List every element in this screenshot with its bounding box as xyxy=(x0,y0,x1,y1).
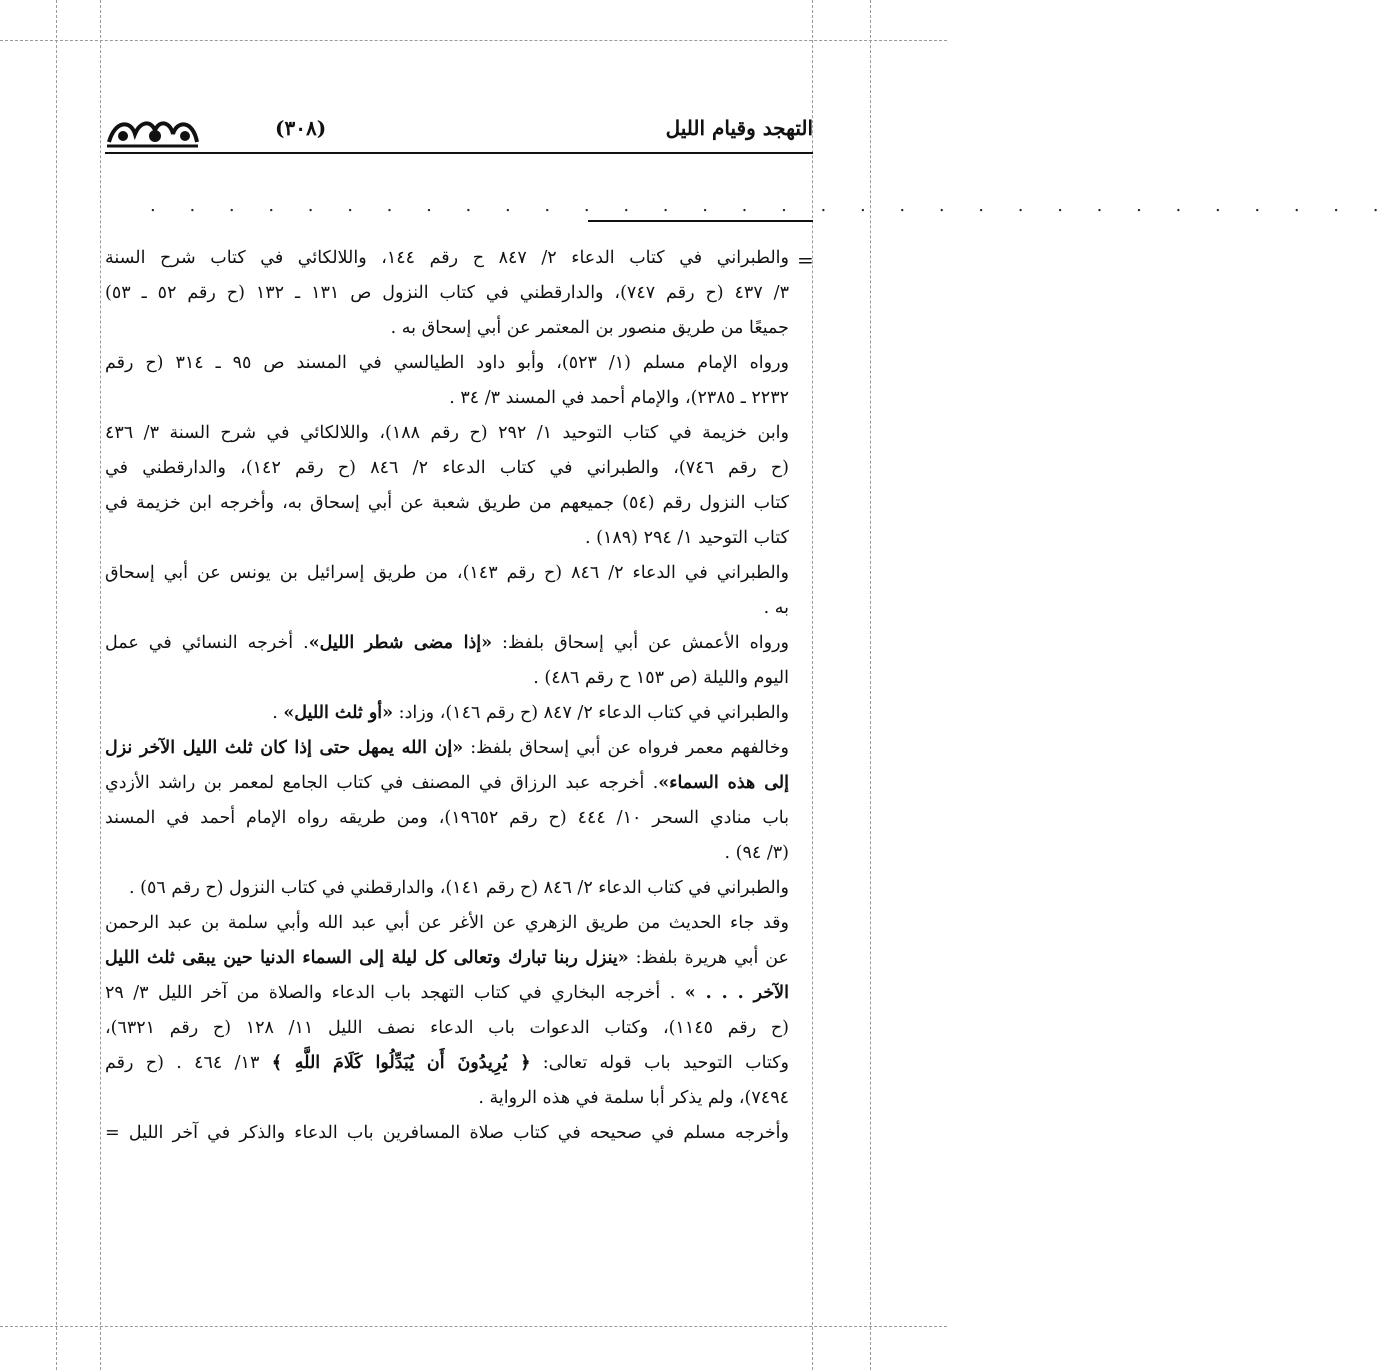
guide-line xyxy=(0,1326,947,1327)
page-number: (٣٠٨) xyxy=(275,116,327,140)
text-line: والطبراني في كتاب الدعاء ٢/ ٨٤٧ ح رقم ١٤٤، واللالكائي في كتاب شرح السنة xyxy=(105,248,789,268)
footnote-rule xyxy=(588,220,813,222)
text-line: ورواه الأعمش عن أبي إسحاق بلفظ: «إذا مضى شطر الليل». أخرجه النسائي في عمل xyxy=(105,633,789,653)
guide-line xyxy=(100,0,101,1370)
text-line: وكتاب التوحيد باب قوله تعالى: ﴿ يُرِيدُونَ أَن يُبَدِّلُوا كَلَامَ اللَّهِ ﴾ ١٣/ ٤٦٤ . (ح رقم xyxy=(105,1053,789,1073)
hadith-quote: «ينزل ربنا تبارك وتعالى كل ليلة إلى السماء الدنيا حين يبقى ثلث الليل xyxy=(105,948,629,968)
text-line: وابن خزيمة في كتاب التوحيد ١/ ٢٩٢ (ح رقم ١٨٨)، واللالكائي في شرح السنة ٣/ ٤٣٦ xyxy=(105,423,789,443)
hadith-quote: الآخر . . . » xyxy=(684,983,789,1003)
continuation-mark: = xyxy=(797,248,814,272)
text-line: (ح رقم ٧٤٦)، والطبراني في كتاب الدعاء ٢/ ٨٤٦ (ح رقم ١٤٢)، والدارقطني في xyxy=(105,458,789,478)
text-line: (ح رقم ١١٤٥)، وكتاب الدعوات باب الدعاء نصف الليل ١١/ ١٢٨ (ح رقم ٦٣٢١)، xyxy=(105,1018,789,1038)
text-line: كتاب النزول رقم (٥٤) جميعهم من طريق شعبة عن أبي إسحاق به، وأخرجه ابن خزيمة في xyxy=(105,493,789,513)
header-rule xyxy=(105,152,813,154)
text-line: والطبراني في كتاب الدعاء ٢/ ٨٤٦ (ح رقم ١٤١)، والدارقطني في كتاب النزول (ح رقم ٥٦) . xyxy=(129,878,789,898)
guide-line xyxy=(0,40,947,41)
ornament-icon xyxy=(105,112,200,152)
text-line: عن أبي هريرة بلفظ: «ينزل ربنا تبارك وتعالى كل ليلة إلى السماء الدنيا حين يبقى ثلث الليل xyxy=(105,948,789,968)
hadith-quote: «إذا مضى شطر الليل» xyxy=(308,633,493,653)
text-line: ورواه الإمام مسلم (١/ ٥٢٣)، وأبو داود الطيالسي في المسند ص ٩٥ ـ ٣١٤ (ح رقم xyxy=(105,353,789,373)
text-line: والطبراني في كتاب الدعاء ٢/ ٨٤٧ (ح رقم ١٤٦)، وزاد: «أو ثلث الليل» . xyxy=(272,703,789,723)
text-line: الآخر . . . » . أخرجه البخاري في كتاب التهجد باب الدعاء والصلاة من آخر الليل ٣/ ٢٩ xyxy=(105,983,789,1003)
text-line: ٧٤٩٤)، ولم يذكر أبا سلمة في هذه الرواية . xyxy=(478,1088,789,1108)
text-line: جميعًا من طريق منصور بن المعتمر عن أبي إسحاق به . xyxy=(390,318,789,338)
dotted-separator: . . . . . . . . . . . . . . . . . . . . . . . . . . . . . . . . xyxy=(150,195,1392,216)
text-line: (٣/ ٩٤) . xyxy=(724,843,789,863)
text-line: وخالفهم معمر فرواه عن أبي إسحاق بلفظ: «إن الله يمهل حتى إذا كان ثلث الليل الآخر نزل xyxy=(105,738,789,758)
page-header xyxy=(105,112,813,152)
guide-line xyxy=(56,0,57,1370)
text-line: اليوم والليلة (ص ١٥٣ ح رقم ٤٨٦) . xyxy=(533,668,789,688)
text-line: ٢٢٣٢ ـ ٢٣٨٥)، والإمام أحمد في المسند ٣/ ٣٤ . xyxy=(449,388,789,408)
hadith-quote: إلى هذه السماء» xyxy=(658,773,789,793)
hadith-quote: ﴿ يُرِيدُونَ أَن يُبَدِّلُوا كَلَامَ اللَّهِ ﴾ xyxy=(271,1053,531,1073)
text-line: إلى هذه السماء». أخرجه عبد الرزاق في المصنف في كتاب الجامع لمعمر بن راشد الأزدي xyxy=(105,773,789,793)
text-line: كتاب التوحيد ١/ ٢٩٤ (١٨٩) . xyxy=(585,528,789,548)
text-line: وأخرجه مسلم في صحيحه في كتاب صلاة المسافرين باب الدعاء والذكر في آخر الليل = xyxy=(105,1123,789,1143)
running-title: التهجد وقيام الليل xyxy=(665,116,813,140)
text-line: والطبراني في الدعاء ٢/ ٨٤٦ (ح رقم ١٤٣)، من طريق إسرائيل بن يونس عن أبي إسحاق xyxy=(105,563,789,583)
text-line: وقد جاء الحديث من طريق الزهري عن الأغر عن أبي عبد الله وأبي سلمة بن عبد الرحمن xyxy=(105,913,789,933)
text-line: باب منادي السحر ١٠/ ٤٤٤ (ح رقم ١٩٦٥٢)، ومن طريقه رواه الإمام أحمد في المسند xyxy=(105,808,790,828)
text-line: ٣/ ٤٣٧ (ح رقم ٧٤٧)، والدارقطني في كتاب النزول ص ١٣١ ـ ١٣٢ (ح رقم ٥٢ ـ ٥٣) xyxy=(105,283,789,303)
hadith-quote: «إن الله يمهل حتى إذا كان ثلث الليل الآخر نزل xyxy=(105,738,464,758)
hadith-quote: «أو ثلث الليل» xyxy=(283,703,394,723)
text-line: به . xyxy=(763,598,789,618)
